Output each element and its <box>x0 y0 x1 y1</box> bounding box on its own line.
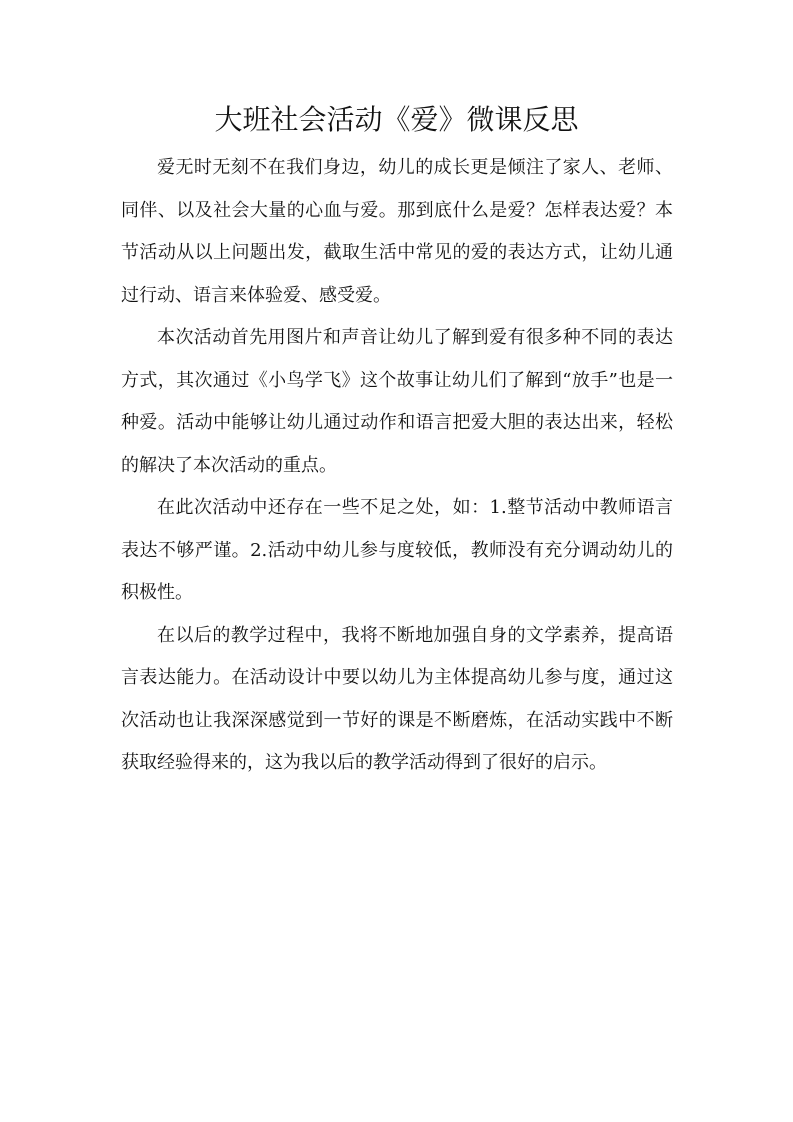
document-body <box>121 147 673 785</box>
paragraph-3: 在此次活动中还存在一些不足之处，如：1.整节活动中教师语言表达不够严谨。2.活动中幼儿参与度较低，教师没有充分调动幼儿的积极性。 <box>121 497 673 603</box>
paragraph-4: 在以后的教学过程中，我将不断地加强自身的文学素养，提高语言表达能力。在活动设计中要以幼儿为主体提高幼儿参与度，通过这次活动也让我深深感觉到一节好的课是不断磨炼，在活动实践中不断获取经验得来的，这为我以后的教学活动得到了很好的启示。 <box>121 624 673 773</box>
paragraph-2: 本次活动首先用图片和声音让幼儿了解到爱有很多种不同的表达方式，其次通过《小鸟学飞》这个故事让幼儿们了解到“放手”也是一种爱。活动中能够让幼儿通过动作和语言把爱大胆的表达出来，轻松的解决了本次活动的重点。 <box>121 327 673 476</box>
paragraph-1: 爱无时无刻不在我们身边，幼儿的成长更是倾注了家人、老师、同伴、以及社会大量的心血与爱。那到底什么是爱？怎样表达爱？本节活动从以上问题出发，截取生活中常见的爱的表达方式，让幼儿通过行动、语言来体验爱、感受爱。 <box>121 157 673 306</box>
document-title: 大班社会活动《爱》微课反思 <box>214 103 579 136</box>
